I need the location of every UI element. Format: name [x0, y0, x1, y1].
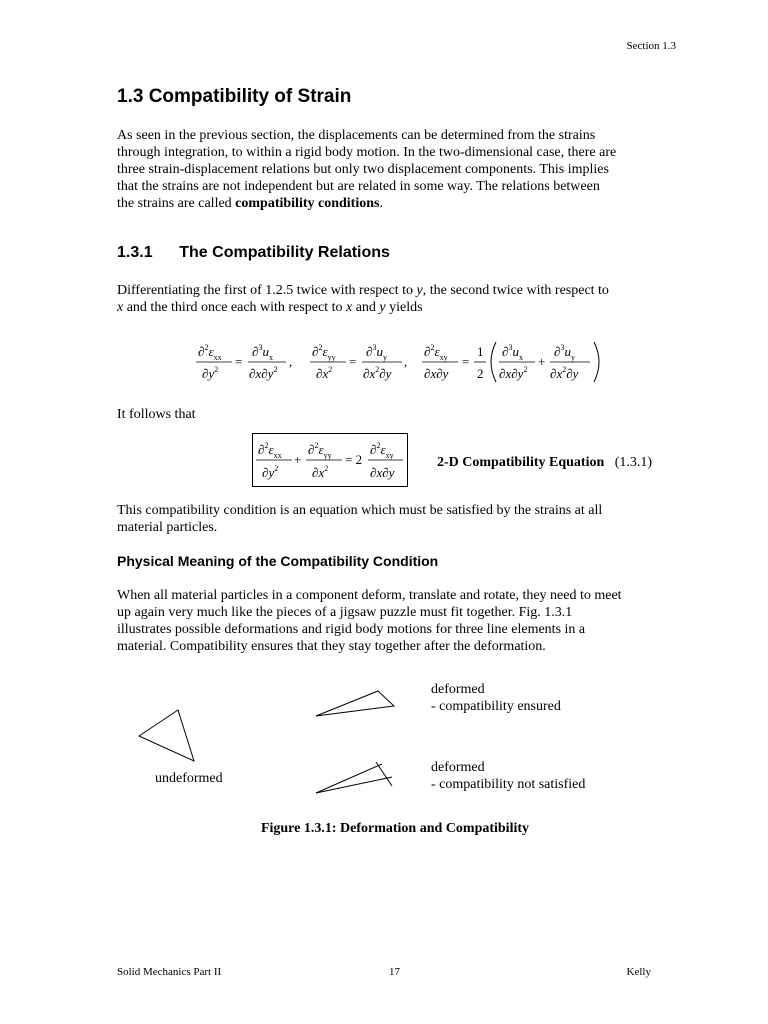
var-x: x	[117, 300, 124, 315]
footer-page-number: 17	[389, 966, 400, 978]
diff-text: and the third once each with respect to	[123, 300, 346, 315]
svg-text:= 2: = 2	[345, 452, 363, 467]
svg-text:∂2εxx: $\partial^2\varepsilon_{xx}$	[258, 441, 282, 460]
svg-text:∂x2: $\partial x^2$	[312, 464, 329, 480]
svg-text:+: +	[294, 452, 302, 467]
svg-text:2: 2	[477, 366, 484, 381]
svg-text:=: =	[462, 354, 470, 369]
intro-line: through integration, to within a rigid body motion. In the two-dimensional case, there are	[117, 145, 617, 160]
svg-text:∂y2: $\partial y^2$	[262, 464, 279, 480]
svg-text:+: +	[538, 354, 546, 369]
footer-left: Solid Mechanics Part II	[117, 966, 222, 978]
svg-text:,: ,	[289, 354, 293, 369]
intro-suffix: .	[379, 196, 383, 211]
label-deformed-1: deformed	[431, 682, 485, 697]
figure-caption: Figure 1.3.1: Deformation and Compatibility	[260, 821, 530, 836]
diff-text: and	[352, 300, 380, 315]
equation-name: 2-D Compatibility Equation	[437, 455, 605, 470]
label-deformed-2: deformed	[431, 760, 485, 775]
diff-text: Differentiating the first of 1.2.5 twice with respect to	[117, 283, 417, 298]
svg-text:∂2εyy: $\partial^2\varepsilon_{yy}$	[312, 343, 336, 362]
subsection-title: 1.3.1 The Compatibility Relations	[117, 244, 390, 261]
svg-text:1: 1	[477, 344, 484, 359]
label-compatibility-ensured: - compatibility ensured	[431, 699, 561, 714]
var-y: y	[416, 283, 423, 298]
svg-text:∂3uy: $\partial^3u_y$	[554, 343, 575, 362]
physical-line: When all material particles in a component deform, translate and rotate, they need to meet	[117, 588, 622, 603]
svg-text:∂x2∂y: $\partial x^2\partial y$	[550, 365, 579, 381]
deformed-compatible-triangle	[316, 691, 394, 716]
physical-meaning-title: Physical Meaning of the Compatibility Condition	[117, 553, 439, 569]
physical-line: material. Compatibility ensures that they stay together after the deformation.	[117, 639, 546, 654]
svg-text:∂x∂y: ∂x∂y	[370, 465, 395, 480]
svg-text:∂2εxy: $\partial^2\varepsilon_{xy}$	[370, 441, 394, 460]
label-compatibility-not-satisfied: - compatibility not satisfied	[431, 777, 586, 792]
var-x: x	[345, 300, 353, 315]
label-undeformed: undeformed	[155, 771, 223, 786]
equation-number: (1.3.1)	[614, 455, 653, 470]
intro-prefix: the strains are called	[117, 196, 236, 211]
condition-line: This compatibility condition is an equation which must be satisfied by the strains at all	[117, 503, 603, 518]
condition-line: material particles.	[117, 520, 218, 535]
intro-line: that the strains are not independent but are related in some way. The relations between	[117, 179, 600, 194]
svg-text:∂y2: $\partial y^2$	[202, 365, 219, 381]
svg-text:∂2εxx: $\partial^2\varepsilon_{xx}$	[198, 343, 222, 362]
deformed-incompatible-triangle	[316, 762, 392, 793]
undeformed-triangle	[139, 710, 194, 761]
footer-right: Kelly	[626, 966, 651, 978]
intro-line: As seen in the previous section, the displacements can be determined from the strains	[117, 128, 596, 143]
running-head: Section 1.3	[626, 40, 676, 52]
intro-line: three strain-displacement relations but only two displacement components. This implies	[117, 162, 609, 177]
svg-text:∂3ux: $\partial^3u_x$	[502, 343, 523, 362]
diff-text: , the second twice with respect to	[422, 283, 609, 298]
svg-text:=: =	[349, 354, 357, 369]
svg-text:∂3ux: $\partial^3u_x$	[252, 343, 273, 362]
section-title: 1.3 Compatibility of Strain	[117, 86, 352, 107]
physical-line: up again very much like the pieces of a jigsaw puzzle must fit together. Fig. 1.3.1	[117, 605, 573, 620]
var-y: y	[379, 300, 386, 315]
svg-text:∂x2: $\partial x^2$	[316, 365, 333, 381]
diff-text: yields	[385, 300, 423, 315]
intro-bold-term: compatibility conditions	[235, 196, 380, 211]
physical-line: illustrates possible deformations and rigid body motions for three line elements in a	[117, 622, 586, 637]
svg-text:∂2εxy: $\partial^2\varepsilon_{xy}$	[424, 343, 448, 362]
svg-text:∂3uy: $\partial^3u_y$	[366, 343, 387, 362]
svg-text:∂x∂y2: $\partial x\partial y^2$	[499, 365, 528, 381]
svg-text:∂x2∂y: $\partial x^2\partial y$	[363, 365, 392, 381]
svg-text:∂x∂y: ∂x∂y	[424, 366, 449, 381]
svg-text:,: ,	[404, 354, 408, 369]
svg-text:=: =	[235, 354, 243, 369]
svg-text:∂2εyy: $\partial^2\varepsilon_{yy}$	[308, 441, 332, 460]
follows-text: It follows that	[117, 407, 196, 422]
svg-text:∂x∂y2: $\partial x\partial y^2$	[249, 365, 278, 381]
